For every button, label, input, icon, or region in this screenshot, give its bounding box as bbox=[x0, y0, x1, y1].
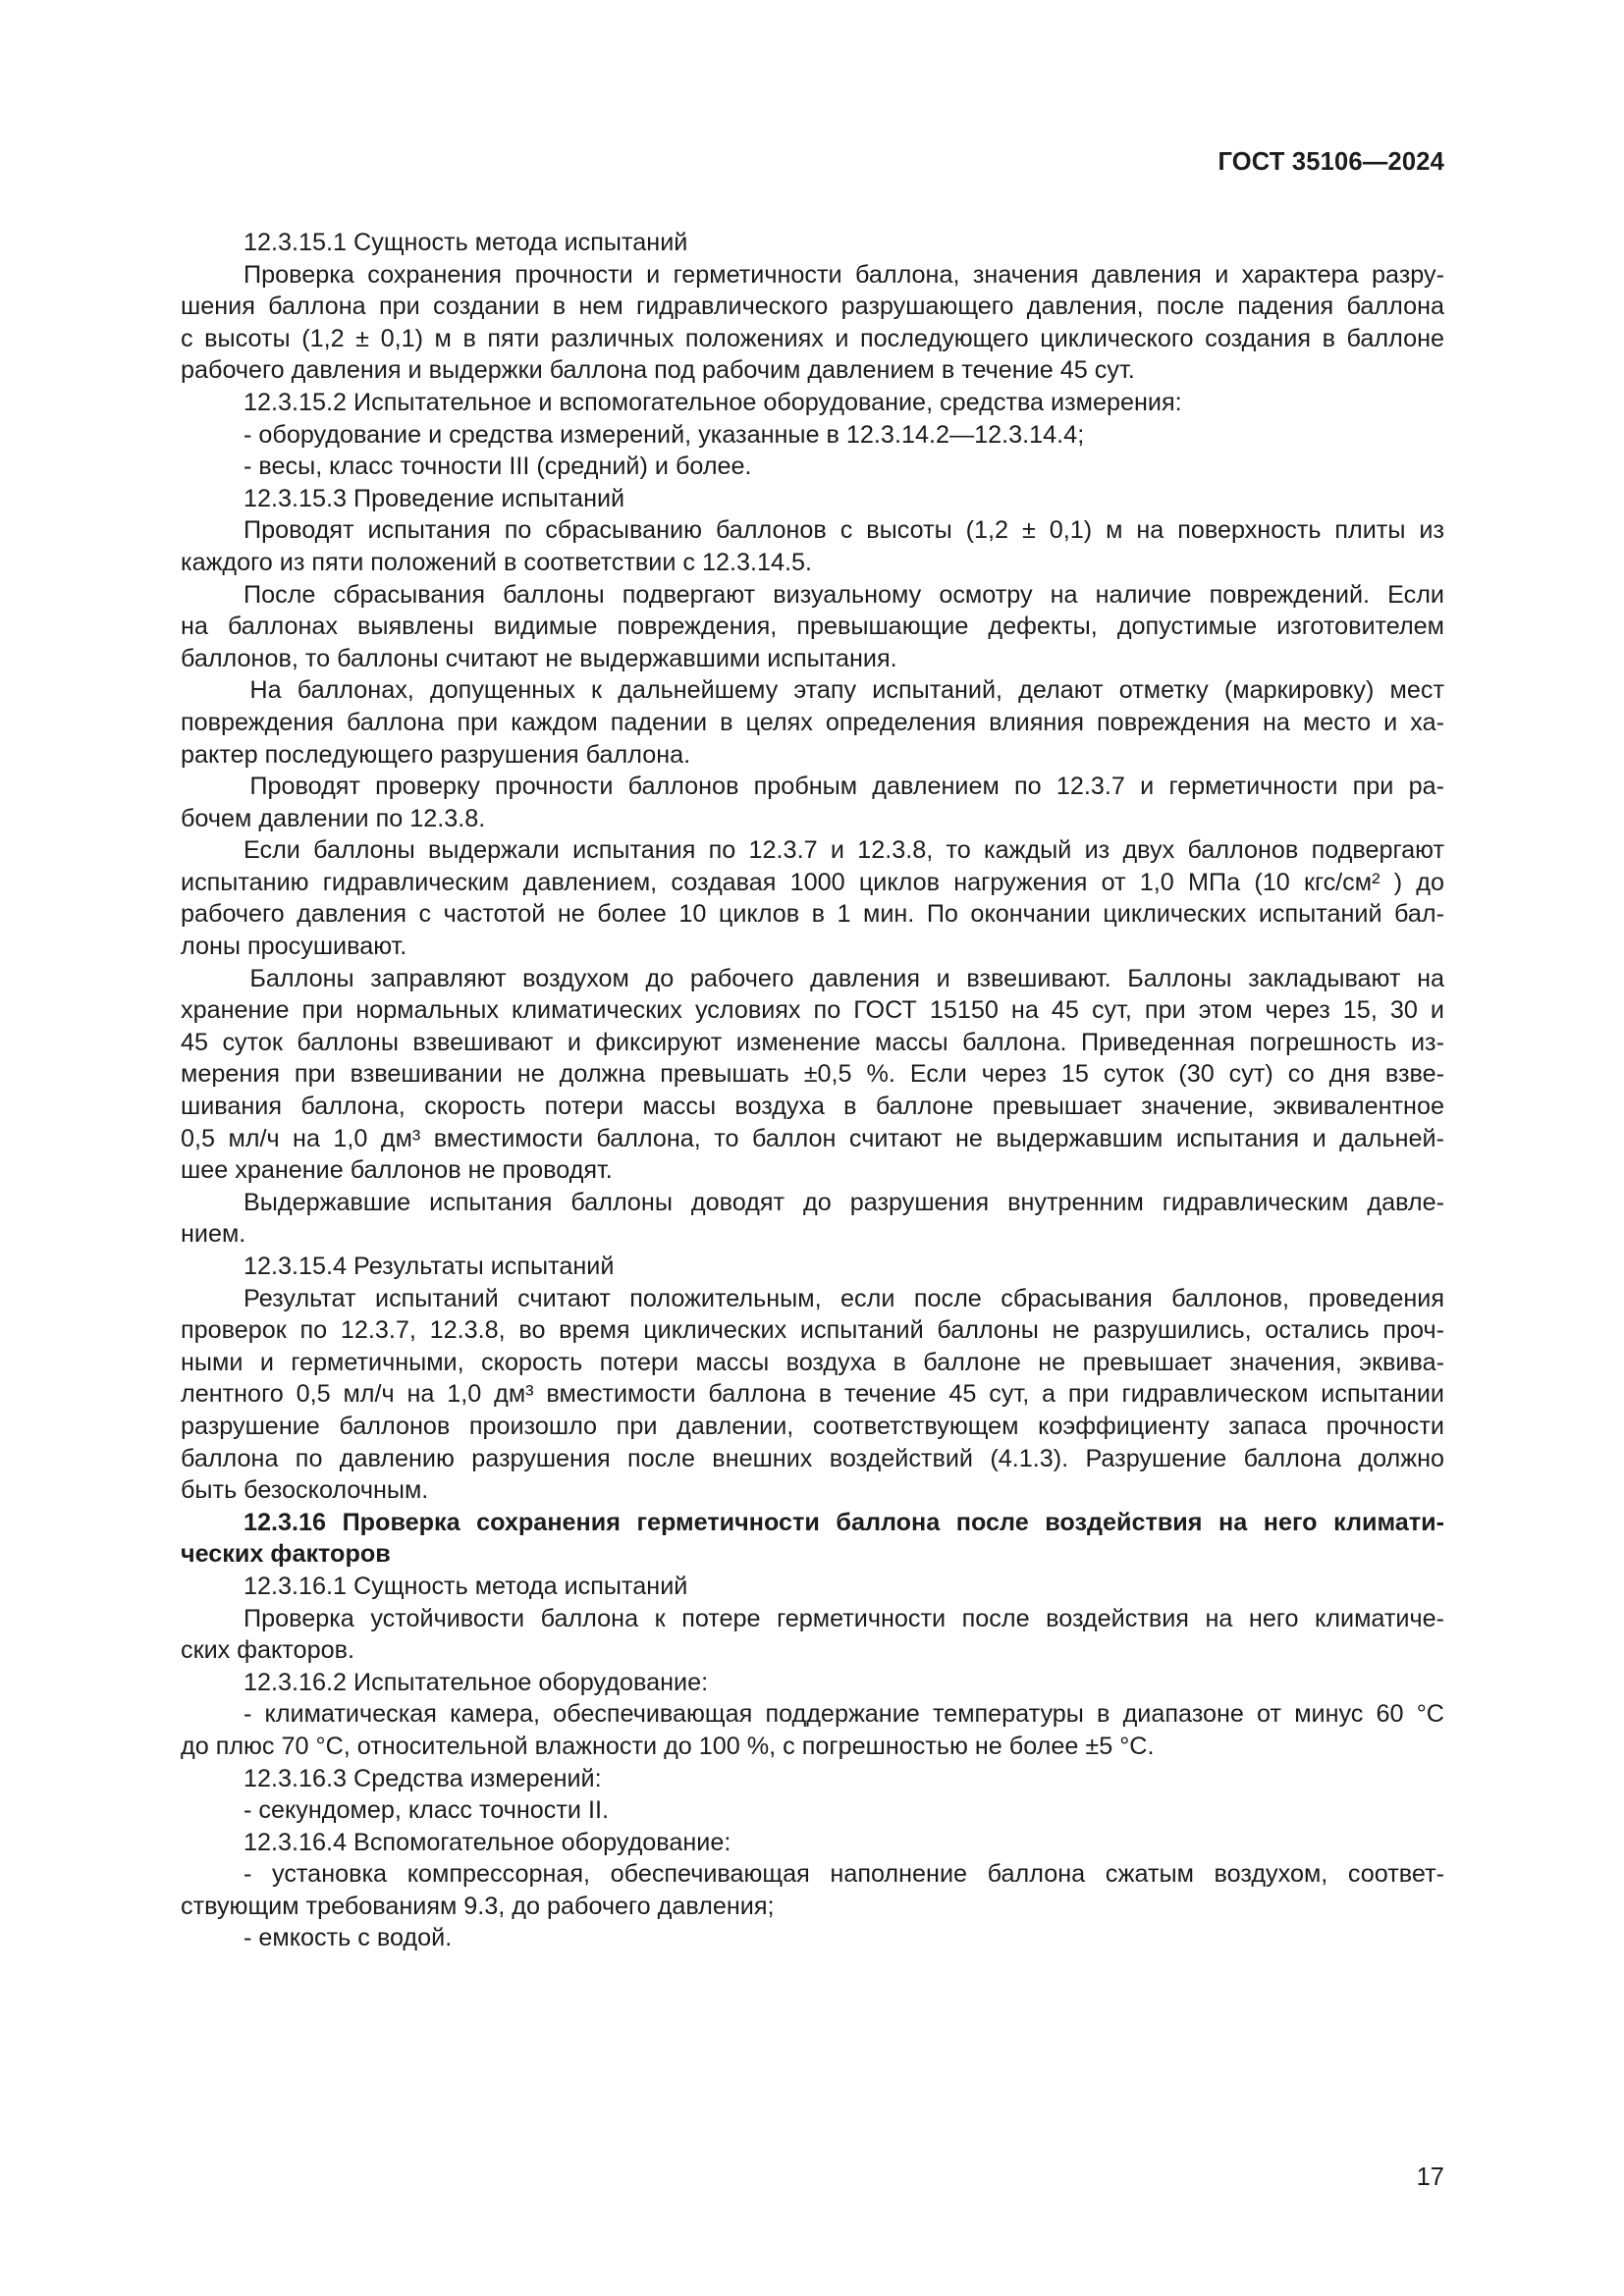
paragraph bbox=[181, 834, 1444, 962]
standard-number-header: ГОСТ 35106—2024 bbox=[1218, 148, 1444, 176]
paragraph bbox=[181, 1922, 1444, 1954]
paragraph bbox=[181, 1571, 1444, 1603]
text-line: разрушение баллонов произошло при давлении, соответствующем коэффициенту запаса прочности bbox=[181, 1412, 1444, 1440]
text-line: с высоты (1,2 ± 0,1) м в пяти различных положениях и последующего циклического создания в баллоне bbox=[181, 324, 1444, 352]
text-line: повреждения баллона при каждом падении в целях определения влияния повреждения на место и ха- bbox=[181, 708, 1444, 736]
section-heading bbox=[181, 1507, 1444, 1571]
text-line: 12.3.15.3 Проведение испытаний bbox=[244, 484, 625, 512]
document-body bbox=[181, 227, 1444, 1954]
text-line: рабочего давления и выдержки баллона под рабочим давлением в течение 45 сут. bbox=[181, 356, 1135, 385]
text-line: Проводят испытания по сбрасыванию баллонов с высоты (1,2 ± 0,1) м на поверхность плиты из bbox=[244, 516, 1444, 545]
page-number: 17 bbox=[1416, 2163, 1444, 2191]
text-line: Результат испытаний считают положительным, если после сбрасывания баллонов, проведения bbox=[244, 1284, 1444, 1312]
text-line: 12.3.16.4 Вспомогательное оборудование: bbox=[244, 1828, 731, 1856]
text-line: На баллонах, допущенных к дальнейшему этапу испытаний, делают отметку (маркировку) мест bbox=[249, 676, 1444, 705]
paragraph bbox=[181, 451, 1444, 483]
text-line: 12.3.16 Проверка сохранения герметичности баллона после воздействия на него климати- bbox=[244, 1508, 1444, 1536]
text-line: баллонов, то баллоны считают не выдержавшими испытания. bbox=[181, 644, 897, 672]
text-line: бочем давлении по 12.3.8. bbox=[181, 804, 486, 832]
paragraph bbox=[181, 387, 1444, 419]
text-line: хранение при нормальных климатических условиях по ГОСТ 15150 на 45 сут, при этом через 15, 30 и bbox=[181, 996, 1444, 1025]
text-line: каждого из пяти положений в соответствии с 12.3.14.5. bbox=[181, 548, 813, 576]
paragraph bbox=[181, 1763, 1444, 1795]
paragraph bbox=[181, 1858, 1444, 1922]
text-line: баллона по давлению разрушения после внешних воздействий (4.1.3). Разрушение баллона должно bbox=[181, 1444, 1444, 1472]
paragraph bbox=[181, 1667, 1444, 1699]
text-line: Выдержавшие испытания баллоны доводят до разрушения внутренним гидравлическим давле- bbox=[244, 1188, 1444, 1216]
text-line: - емкость с водой. bbox=[244, 1924, 453, 1952]
text-line: 0,5 мл/ч на 1,0 дм³ вместимости баллона, то баллон считают не выдержавшим испытания и дальней- bbox=[181, 1124, 1444, 1152]
text-line: быть безосколочным. bbox=[181, 1476, 429, 1505]
text-line: 12.3.16.1 Сущность метода испытаний bbox=[244, 1572, 688, 1600]
paragraph bbox=[181, 1794, 1444, 1827]
text-line: проверок по 12.3.7, 12.3.8, во время циклических испытаний баллоны не разрушились, остались проч- bbox=[181, 1316, 1444, 1345]
paragraph bbox=[181, 1603, 1444, 1667]
text-line: на баллонах выявлены видимые повреждения, превышающие дефекты, допустимые изготовителем bbox=[181, 613, 1444, 641]
text-line: - весы, класс точности III (средний) и более. bbox=[244, 453, 752, 481]
paragraph bbox=[181, 674, 1444, 771]
paragraph bbox=[181, 227, 1444, 259]
paragraph bbox=[181, 514, 1444, 578]
text-line: ских факторов. bbox=[181, 1636, 354, 1665]
text-line: 12.3.15.4 Результаты испытаний bbox=[244, 1253, 615, 1280]
paragraph bbox=[181, 963, 1444, 1187]
paragraph bbox=[181, 771, 1444, 834]
text-line: до плюс 70 °С, относительной влажности до 100 %, с погрешностью не более ±5 °С. bbox=[181, 1732, 1155, 1760]
paragraph bbox=[181, 579, 1444, 675]
text-line: - климатическая камера, обеспечивающая поддержание температуры в диапазоне от минус 60 °С bbox=[244, 1700, 1444, 1729]
text-line: лентного 0,5 мл/ч на 1,0 дм³ вместимости баллона в течение 45 сут, а при гидравлическом испытании bbox=[181, 1380, 1444, 1409]
text-line: ческих факторов bbox=[181, 1540, 391, 1569]
text-line: Проверка сохранения прочности и герметичности баллона, значения давления и характера разру- bbox=[244, 260, 1444, 289]
text-line: Если баллоны выдержали испытания по 12.3.7 и 12.3.8, то каждый из двух баллонов подвергают bbox=[244, 836, 1444, 865]
text-line: 12.3.15.1 Сущность метода испытаний bbox=[244, 229, 688, 256]
paragraph bbox=[181, 1187, 1444, 1251]
text-line: рактер последующего разрушения баллона. bbox=[181, 740, 691, 769]
text-line: рабочего давления с частотой не более 10 циклов в 1 мин. По окончании циклических испытаний бал- bbox=[181, 900, 1444, 929]
text-line: Баллоны заправляют воздухом до рабочего давления и взвешивают. Баллоны закладывают на bbox=[249, 964, 1444, 992]
text-line: ствующим требованиям 9.3, до рабочего давления; bbox=[181, 1892, 775, 1920]
paragraph bbox=[181, 1827, 1444, 1859]
text-line: шее хранение баллонов не проводят. bbox=[181, 1156, 613, 1185]
paragraph bbox=[181, 259, 1444, 387]
text-line: 45 суток баллоны взвешивают и фиксируют изменение массы баллона. Приведенная погрешность из- bbox=[181, 1028, 1444, 1056]
text-line: Проводят проверку прочности баллонов пробным давлением по 12.3.7 и герметичности при ра- bbox=[249, 773, 1444, 801]
paragraph bbox=[181, 1698, 1444, 1762]
text-line: нием. bbox=[181, 1220, 246, 1249]
paragraph bbox=[181, 1251, 1444, 1283]
text-line: 12.3.15.2 Испытательное и вспомогательное оборудование, средства измерения: bbox=[244, 388, 1182, 416]
text-line: шения баллона при создании в нем гидравлического разрушающего давления, после падения баллона bbox=[181, 293, 1444, 321]
text-line: лоны просушивают. bbox=[181, 933, 407, 961]
text-line: мерения при взвешивании не должна превышать ±0,5 %. Если через 15 суток (30 сут) со дня взве- bbox=[181, 1060, 1444, 1089]
text-line: шивания баллона, скорость потери массы воздуха в баллоне превышает значение, эквивалентное bbox=[181, 1093, 1444, 1121]
text-line: 12.3.16.2 Испытательное оборудование: bbox=[244, 1668, 709, 1696]
paragraph bbox=[181, 419, 1444, 452]
text-line: После сбрасывания баллоны подвергают визуальному осмотру на наличие повреждений. Если bbox=[244, 580, 1444, 609]
text-line: испытанию гидравлическим давлением, создавая 1000 циклов нагружения от 1,0 МПа (10 кгс/см² ) до bbox=[181, 868, 1444, 896]
text-line: - установка компрессорная, обеспечивающая наполнение баллона сжатым воздухом, соответ- bbox=[244, 1860, 1444, 1889]
paragraph bbox=[181, 1283, 1444, 1507]
text-line: ными и герметичными, скорость потери массы воздуха в баллоне не превышает значения, эквива- bbox=[181, 1348, 1444, 1376]
text-line: - оборудование и средства измерений, указанные в 12.3.14.2—12.3.14.4; bbox=[244, 420, 1085, 449]
text-line: 12.3.16.3 Средства измерений: bbox=[244, 1764, 602, 1792]
text-line: - секундомер, класс точности II. bbox=[244, 1796, 609, 1825]
paragraph bbox=[181, 483, 1444, 515]
text-line: Проверка устойчивости баллона к потере герметичности после воздействия на него климатиче- bbox=[244, 1604, 1444, 1632]
